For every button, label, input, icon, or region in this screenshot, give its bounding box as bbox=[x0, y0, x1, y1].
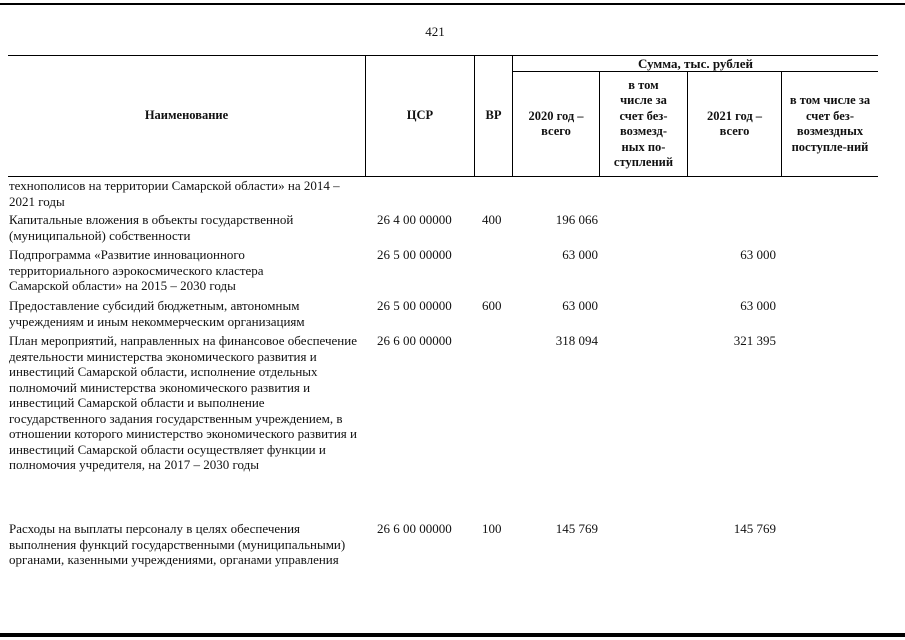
row-name: Капитальные вложения в объекты государственной (муниципальной) собственности bbox=[9, 212, 294, 243]
top-rule bbox=[0, 3, 905, 5]
row-csr: 26 6 00 00000 bbox=[377, 333, 452, 348]
row-csr: 26 5 00 00000 bbox=[377, 247, 452, 262]
row-value-2020: 63 000 bbox=[562, 298, 598, 313]
column-header-sum-group: Сумма, тыс. рублей bbox=[638, 55, 753, 71]
bottom-rule bbox=[0, 633, 905, 637]
row-vr: 600 bbox=[482, 298, 502, 313]
row-name: Предоставление субсидий бюджетным, автономным учреждениям и иным некоммерческим организациям bbox=[9, 298, 305, 329]
row-value-2021: 321 395 bbox=[733, 333, 776, 348]
column-header-name: Наименование bbox=[144, 108, 229, 123]
row-value-2020: 63 000 bbox=[562, 247, 598, 262]
column-header-vr: ВР bbox=[485, 108, 502, 123]
row-csr: 26 6 00 00000 bbox=[377, 521, 452, 536]
column-header-2020-free: в том числе за счет без-возмезд-ных по-ступлений bbox=[613, 77, 674, 169]
column-header-2020-total: 2020 год – всего bbox=[528, 108, 584, 138]
row-value-2020: 145 769 bbox=[555, 521, 598, 536]
row-csr: 26 4 00 00000 bbox=[377, 212, 452, 227]
row-value-2021: 63 000 bbox=[740, 298, 776, 313]
row-name: Расходы на выплаты персоналу в целях обеспечения выполнения функций государственными (муниципальными) органами, казенными учреждениями, органами управления bbox=[9, 521, 346, 567]
row-vr: 100 bbox=[482, 521, 502, 536]
row-csr: 26 5 00 00000 bbox=[377, 298, 452, 313]
header-bottom-border bbox=[8, 176, 878, 177]
row-vr: 400 bbox=[482, 212, 502, 227]
column-header-csr: ЦСР bbox=[406, 108, 434, 123]
column-header-2021-total: 2021 год – всего bbox=[706, 108, 763, 138]
row-value-2020: 318 094 bbox=[555, 333, 598, 348]
row-name: Подпрограмма «Развитие инновационного территориального аэрокосмического кластера Самарской области» на 2015 – 2030 годы bbox=[9, 247, 264, 293]
row-name: План мероприятий, направленных на финансовое обеспечение деятельности министерства экономического развития и инвестиций Самарской области, исполнение отдельных полномочий министерства экономического развития и инвестиций Самарской области и выполнение государственного задания государственным учреждением, в отношении которого министерство экономического развития и инвестиций Самарской области осуществляет функции и полномочия учредителя, на 2017 – 2030 годы bbox=[9, 333, 357, 472]
row-name: технополисов на территории Самарской области» на 2014 – 2021 годы bbox=[9, 178, 340, 209]
page-number: 421 bbox=[425, 24, 445, 39]
column-header-2021-free: в том числе за счет без-возмездных поступле-ний bbox=[789, 93, 871, 154]
row-value-2020: 196 066 bbox=[555, 212, 598, 227]
row-value-2021: 145 769 bbox=[733, 521, 776, 536]
row-value-2021: 63 000 bbox=[740, 247, 776, 262]
